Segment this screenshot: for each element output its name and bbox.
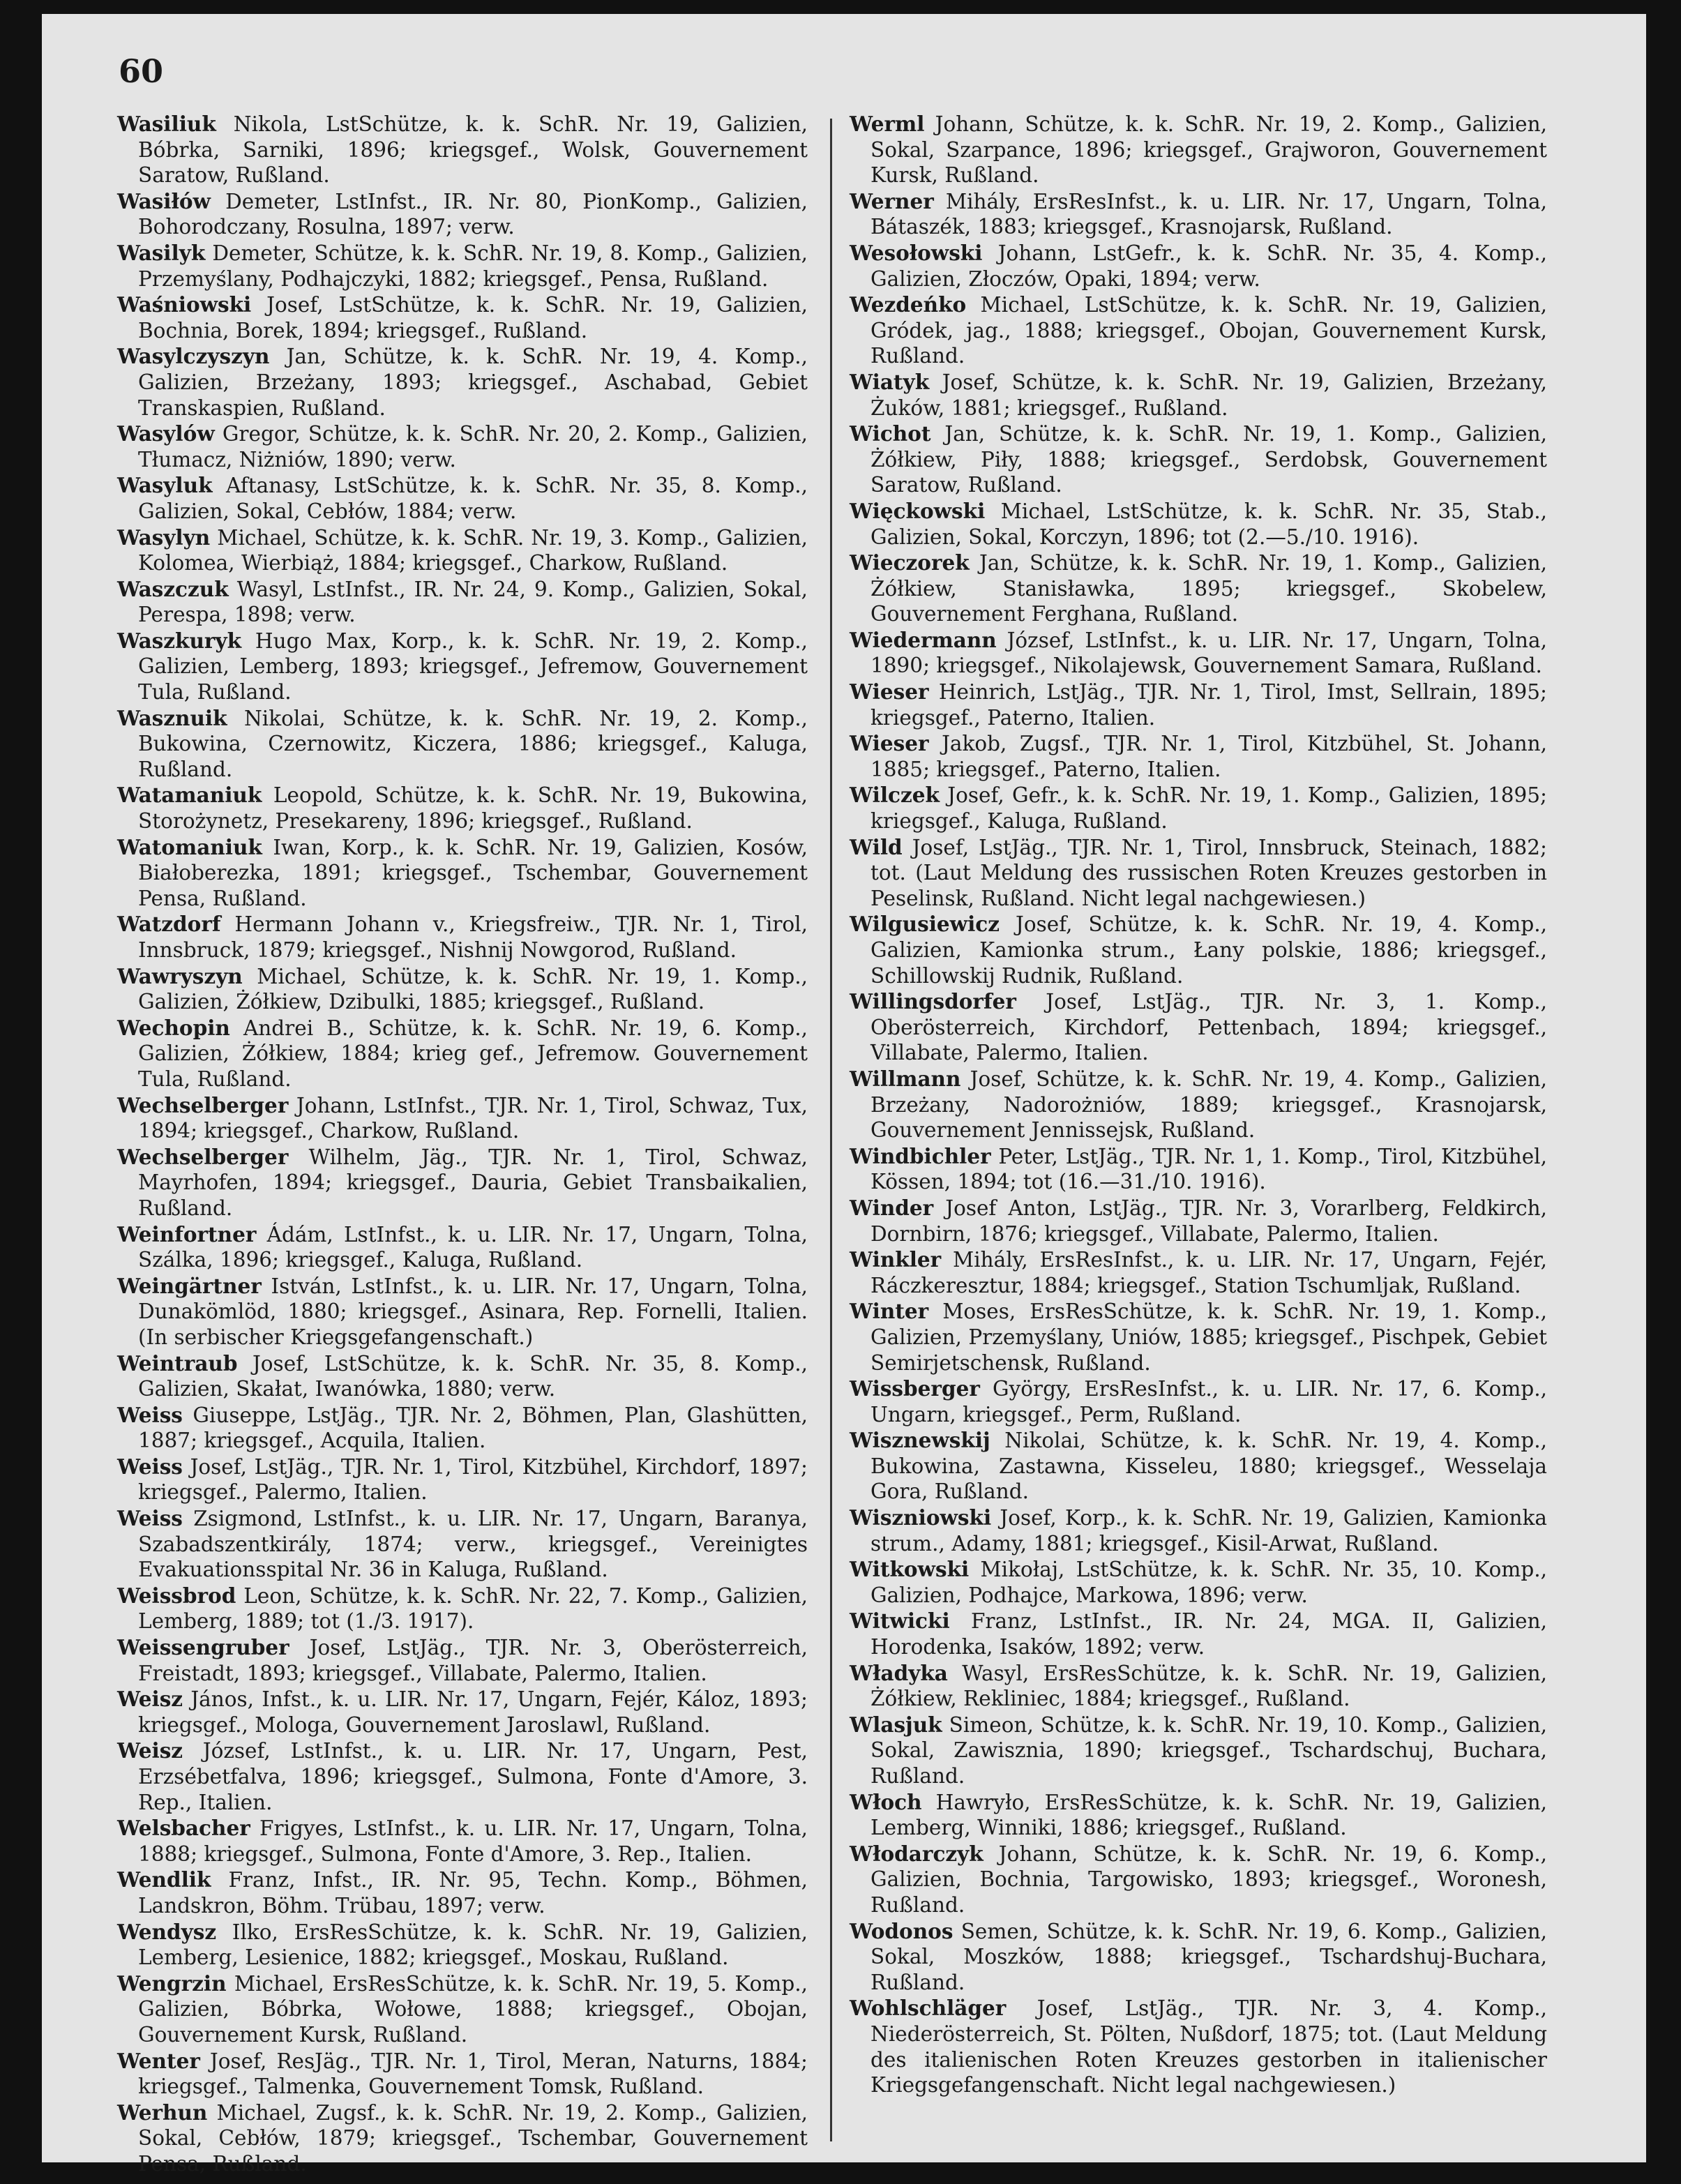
entry-text: Demeter, LstInfst., IR. Nr. 80, PionKomp., Galizien, Bohorodczany, Rosulna, 1897; verw.: [138, 189, 808, 239]
entry-name: Wodonos: [850, 1918, 953, 1943]
entry-text: Aftanasy, LstSchütze, k. k. SchR. Nr. 35, 8. Komp., Galizien, Sokal, Cebłów, 1884; verw.: [138, 474, 808, 523]
entry-text: Demeter, Schütze, k. k. SchR. Nr. 19, 8. Komp., Galizien, Przemyślany, Podhajczyki, 1882; kriegsgef., Pensa, Rußland.: [138, 241, 808, 291]
entry-text: Leopold, Schütze, k. k. SchR. Nr. 19, Bukowina, Storożynetz, Presekareny, 1896; kriegsgef., Rußland.: [138, 783, 808, 834]
entry-text: Josef Anton, LstJäg., TJR. Nr. 3, Vorarlberg, Feldkirch, Dornbirn, 1876; kriegsgef., Villabate, Palermo, Italien.: [870, 1196, 1547, 1246]
entry-name: Watzdorf: [117, 912, 221, 937]
entry-text: Mihály, ErsResInfst., k. u. LIR. Nr. 17, Ungarn, Fejér, Ráczkeresztur, 1884; kriegsgef., Station Tschumljak, Rußland.: [870, 1248, 1547, 1297]
right-column: [850, 112, 1547, 2099]
list-item: [117, 1403, 808, 1454]
entry-name: Weinfortner: [117, 1221, 257, 1247]
list-item: [850, 783, 1547, 834]
list-item: [117, 1016, 808, 1092]
entry-name: Waszczuk: [117, 576, 229, 601]
entry-name: Wissberger: [850, 1376, 980, 1401]
list-item: [850, 1996, 1547, 2098]
entry-text: Josef, Schütze, k. k. SchR. Nr. 19, 4. Komp., Galizien, Kamionka strum., Łany polskie, 1886; kriegsgef., Schillowskij Rudnik, Rußland.: [870, 912, 1547, 988]
list-item: [850, 1661, 1547, 1712]
list-item: [117, 1971, 808, 2048]
entry-text: Zsigmond, LstInfst., k. u. LIR. Nr. 17, Ungarn, Baranya, Szabadszentkirály, 1874; verw., kriegsgef., Vereinigtes Evakuationsspital Nr. 36 in Kaluga, Rußland.: [138, 1507, 808, 1582]
list-item: [850, 370, 1547, 421]
list-item: [117, 1583, 808, 1634]
list-item: [117, 189, 808, 240]
entry-name: Wesołowski: [850, 240, 983, 265]
list-item: [117, 344, 808, 421]
entry-name: Wezdeńko: [850, 292, 967, 317]
entry-text: Josef, LstJäg., TJR. Nr. 3, 1. Komp., Oberösterreich, Kirchdorf, Pettenbach, 1894; kriegsgef., Villabate, Palermo, Italien.: [870, 990, 1547, 1065]
list-item: [117, 112, 808, 188]
entry-text: Nikolai, Schütze, k. k. SchR. Nr. 19, 4. Komp., Bukowina, Zastawna, Kisseleu, 1880; kriegsgef., Wesselaja Gora, Rußland.: [870, 1429, 1547, 1504]
entry-text: Jakob, Zugsf., TJR. Nr. 1, Tirol, Kitzbühel, St. Johann, 1885; kriegsgef., Paterno, Italien.: [870, 732, 1547, 781]
entry-name: Wasylyn: [117, 525, 211, 550]
entry-text: Michael, Schütze, k. k. SchR. Nr. 19, 3. Komp., Galizien, Kolomea, Wierbiąż, 1884; kriegsgef., Charkow, Rußland.: [138, 525, 808, 575]
entry-name: Witwicki: [850, 1609, 950, 1634]
entry-text: Franz, Infst., IR. Nr. 95, Techn. Komp., Böhmen, Landskron, Böhm. Trübau, 1897; verw.: [138, 1868, 808, 1918]
entry-text: Johann, LstGefr., k. k. SchR. Nr. 35, 4. Komp., Galizien, Złoczów, Opaki, 1894; verw.: [870, 241, 1547, 291]
list-item: [117, 292, 808, 343]
list-item: [850, 1067, 1547, 1143]
list-item: [850, 1196, 1547, 1247]
entry-name: Wendysz: [117, 1919, 217, 1944]
entry-name: Wilgusiewicz: [850, 912, 1000, 937]
list-item: [850, 1505, 1547, 1556]
list-item: [117, 783, 808, 834]
list-item: [850, 835, 1547, 912]
entry-name: Włoch: [850, 1789, 922, 1814]
entry-text: Heinrich, LstJäg., TJR. Nr. 1, Tirol, Imst, Sellrain, 1895; kriegsgef., Paterno, Italien.: [870, 680, 1547, 730]
entry-text: Josef, Gefr., k. k. SchR. Nr. 19, 1. Komp., Galizien, 1895; kriegsgef., Kaluga, Rußland.: [870, 783, 1547, 834]
entry-name: Wawryszyn: [117, 963, 243, 988]
entry-text: Wilhelm, Jäg., TJR. Nr. 1, Tirol, Schwaz, Mayrhofen, 1894; kriegsgef., Dauria, Gebiet Transbaikalien, Rußland.: [138, 1145, 808, 1220]
entry-text: Gregor, Schütze, k. k. SchR. Nr. 20, 2. Komp., Galizien, Tłumacz, Niżniów, 1890; verw.: [138, 422, 808, 472]
entry-name: Weisz: [117, 1687, 183, 1712]
list-item: [117, 241, 808, 292]
entry-text: Ádám, LstInfst., k. u. LIR. Nr. 17, Ungarn, Tolna, Szálka, 1896; kriegsgef., Kaluga, Rußland.: [138, 1222, 808, 1272]
entry-name: Wechopin: [117, 1015, 230, 1040]
list-item: [117, 2049, 808, 2100]
list-item: [117, 1093, 808, 1144]
entry-name: Wild: [850, 834, 903, 859]
entry-name: Wasylów: [117, 421, 215, 446]
entry-name: Wendlik: [117, 1867, 211, 1892]
list-item: [117, 1454, 808, 1505]
entry-name: Wasyluk: [117, 473, 213, 498]
entry-name: Wasylczyszyn: [117, 344, 270, 369]
entry-name: Weisz: [117, 1738, 183, 1763]
list-item: [850, 628, 1547, 679]
entry-name: Wechselberger: [117, 1144, 289, 1169]
list-item: [850, 1919, 1547, 1996]
entry-name: Waśniowski: [117, 292, 252, 317]
entry-name: Werhun: [117, 2100, 208, 2125]
entry-name: Włodarczyk: [850, 1841, 983, 1866]
list-item: [117, 1145, 808, 1221]
list-item: [850, 1299, 1547, 1376]
entry-name: Werner: [850, 188, 934, 213]
list-item: [850, 189, 1547, 240]
entry-name: Weissengruber: [117, 1635, 289, 1660]
entry-name: Witkowski: [850, 1557, 970, 1582]
list-item: [117, 1274, 808, 1350]
entry-name: Willmann: [850, 1066, 961, 1091]
list-item: [117, 1738, 808, 1815]
entry-name: Weintraub: [117, 1350, 238, 1376]
entry-text: Peter, LstJäg., TJR. Nr. 1, 1. Komp., Tirol, Kitzbühel, Kössen, 1894; tot (16.—31./10. 1916).: [870, 1144, 1547, 1194]
list-item: [850, 1144, 1547, 1195]
list-item: [117, 577, 808, 628]
entry-text: Michael, LstSchütze, k. k. SchR. Nr. 35, Stab., Galizien, Sokal, Korczyn, 1896; tot (2.—5./10. 1916).: [870, 499, 1547, 549]
list-item: [850, 1428, 1547, 1505]
page-number: 60: [119, 52, 164, 90]
entry-name: Wlasjuk: [850, 1712, 942, 1737]
entry-text: József, LstInfst., k. u. LIR. Nr. 17, Ungarn, Tolna, 1890; kriegsgef., Nikolajewsk, Gouvernement Samara, Rußland.: [870, 628, 1547, 678]
list-item: [117, 912, 808, 963]
entry-name: Weiss: [117, 1454, 183, 1479]
list-item: [117, 1867, 808, 1918]
entry-text: Ilko, ErsResSchütze, k. k. SchR. Nr. 19, Galizien, Lemberg, Lesienice, 1882; kriegsgef., Moskau, Rußland.: [138, 1920, 808, 1970]
entry-text: Johann, Schütze, k. k. SchR. Nr. 19, 2. Komp., Galizien, Sokal, Szarpance, 1896; kriegsgef., Grajworon, Gouvernement Kursk, Rußland.: [870, 112, 1547, 188]
entry-name: Winder: [850, 1195, 934, 1220]
entry-name: Wieser: [850, 679, 929, 705]
entry-text: Leon, Schütze, k. k. SchR. Nr. 22, 7. Komp., Galizien, Lemberg, 1889; tot (1./3. 1917).: [138, 1583, 808, 1634]
entry-name: Wasznuik: [117, 705, 227, 730]
list-item: [117, 835, 808, 912]
entry-text: Mihály, ErsResInfst., k. u. LIR. Nr. 17, Ungarn, Tolna, Bátaszék, 1883; kriegsgef., Krasnojarsk, Rußland.: [870, 189, 1547, 239]
entry-name: Wenter: [117, 2048, 200, 2073]
list-item: [850, 912, 1547, 988]
entry-name: Welsbacher: [117, 1816, 250, 1841]
list-item: [117, 1635, 808, 1686]
entry-text: Nikola, LstSchütze, k. k. SchR. Nr. 19, Galizien, Bóbrka, Sarniki, 1896; kriegsgef., Wolsk, Gouvernement Saratow, Rußland.: [138, 112, 808, 188]
entry-text: József, LstInfst., k. u. LIR. Nr. 17, Ungarn, Pest, Erzsébetfalva, 1896; kriegsgef., Sulmona, Fonte d'Amore, 3. Rep., Italien.: [138, 1739, 808, 1814]
list-item: [117, 1351, 808, 1402]
entry-name: Wiszniowski: [850, 1505, 992, 1530]
column-divider: [830, 119, 832, 2141]
list-item: [850, 1609, 1547, 1659]
entry-name: Wisznewskij: [850, 1428, 990, 1453]
entry-text: Josef, LstJäg., TJR. Nr. 1, Tirol, Kitzbühel, Kirchdorf, 1897; kriegsgef., Palermo, Italien.: [138, 1454, 808, 1505]
entry-name: Wechselberger: [117, 1092, 289, 1117]
entry-text: Jan, Schütze, k. k. SchR. Nr. 19, 4. Komp., Galizien, Brzeżany, 1893; kriegsgef., Aschabad, Gebiet Transkaspien, Rußland.: [138, 345, 808, 420]
list-item: [117, 2100, 808, 2177]
entry-name: Winter: [850, 1299, 929, 1324]
list-item: [117, 1687, 808, 1738]
entry-text: Michael, Schütze, k. k. SchR. Nr. 19, 1. Komp., Galizien, Żółkiew, Dzibulki, 1885; kriegsgef., Rußland.: [138, 964, 808, 1014]
list-item: [850, 1712, 1547, 1789]
entry-text: Michael, LstSchütze, k. k. SchR. Nr. 19, Galizien, Gródek, jag., 1888; kriegsgef., Obojan, Gouvernement Kursk, Rußland.: [870, 293, 1547, 368]
entry-text: Giuseppe, LstJäg., TJR. Nr. 2, Böhmen, Plan, Glashütten, 1887; kriegsgef., Acquila, Italien.: [138, 1403, 808, 1453]
entry-name: Więckowski: [850, 498, 986, 523]
entry-name: Weissbrod: [117, 1583, 236, 1608]
entry-text: Hermann Johann v., Kriegsfreiw., TJR. Nr. 1, Tirol, Innsbruck, 1879; kriegsgef., Nishnij Nowgorod, Rußland.: [138, 912, 808, 962]
entry-name: Werml: [850, 112, 925, 136]
list-item: [850, 112, 1547, 188]
entry-text: Michael, Zugsf., k. k. SchR. Nr. 19, 2. Komp., Galizien, Sokal, Cebłów, 1879; kriegsgef., Tschembar, Gouvernement Pensa, Rußland.: [138, 2100, 808, 2176]
entry-text: Andrei B., Schütze, k. k. SchR. Nr. 19, 6. Komp., Galizien, Żółkiew, 1884; krieg gef., Jefremow. Gouvernement Tula, Rußland.: [138, 1016, 808, 1091]
entry-name: Willingsdorfer: [850, 989, 1016, 1014]
entry-name: Weiss: [117, 1506, 183, 1531]
left-column: [117, 112, 808, 2178]
list-item: [850, 731, 1547, 782]
entry-text: Johann, Schütze, k. k. SchR. Nr. 19, 6. Komp., Galizien, Bochnia, Targowisko, 1893; kriegsgef., Woronesh, Rußland.: [870, 1842, 1547, 1917]
entry-name: Waszkuryk: [117, 628, 242, 653]
entry-name: Wasiłów: [117, 188, 211, 213]
entry-name: Władyka: [850, 1660, 948, 1685]
entry-text: Nikolai, Schütze, k. k. SchR. Nr. 19, 2. Komp., Bukowina, Czernowitz, Kiczera, 1886; kriegsgef., Kaluga, Rußland.: [138, 706, 808, 781]
list-item: [850, 421, 1547, 498]
entry-text: Josef, ResJäg., TJR. Nr. 1, Tirol, Meran, Naturns, 1884; kriegsgef., Talmenka, Gouvernement Tomsk, Rußland.: [138, 2049, 808, 2099]
list-item: [117, 525, 808, 576]
list-item: [850, 1842, 1547, 1918]
entry-text: Jan, Schütze, k. k. SchR. Nr. 19, 1. Komp., Galizien, Żółkiew, Piły, 1888; kriegsgef., Serdobsk, Gouvernement Saratow, Rußland.: [870, 422, 1547, 497]
list-item: [117, 421, 808, 472]
entry-name: Wasiliuk: [117, 112, 216, 136]
entry-name: Weiss: [117, 1402, 183, 1427]
entry-text: Franz, LstInfst., IR. Nr. 24, MGA. II, Galizien, Horodenka, Isaków, 1892; verw.: [870, 1609, 1547, 1659]
list-item: [850, 550, 1547, 627]
entry-name: Wasilyk: [117, 240, 206, 265]
list-item: [850, 1376, 1547, 1427]
entry-name: Watomaniuk: [117, 834, 262, 859]
entry-name: Wieser: [850, 731, 929, 756]
entry-name: Winkler: [850, 1247, 942, 1272]
entry-text: Semen, Schütze, k. k. SchR. Nr. 19, 6. Komp., Galizien, Sokal, Moszków, 1888; kriegsgef., Tschardshuj-Buchara, Rußland.: [870, 1919, 1547, 1994]
entry-text: Josef, LstJäg., TJR. Nr. 3, 4. Komp., Niederösterreich, St. Pölten, Nußdorf, 1875; tot. (Laut Meldung des italienischen Roten Kreuzes gestorben in italienischer Kriegsgefangenschaft. Nicht legal nachgewiesen.): [870, 1996, 1547, 2098]
entry-text: Josef, LstSchütze, k. k. SchR. Nr. 19, Galizien, Bochnia, Borek, 1894; kriegsgef., Rußland.: [138, 293, 808, 342]
entry-text: Josef, Korp., k. k. SchR. Nr. 19, Galizien, Kamionka strum., Adamy, 1881; kriegsgef., Kisil-Arwat, Rußland.: [870, 1506, 1547, 1556]
entry-text: Mikołaj, LstSchütze, k. k. SchR. Nr. 35, 10. Komp., Galizien, Podhajce, Markowa, 1896; verw.: [870, 1558, 1547, 1607]
entry-text: Hawryło, ErsResSchütze, k. k. SchR. Nr. 19, Galizien, Lemberg, Winniki, 1886; kriegsgef., Rußland.: [870, 1790, 1547, 1840]
entry-text: János, Infst., k. u. LIR. Nr. 17, Ungarn, Fejér, Káloz, 1893; kriegsgef., Mologa, Gouvernement Jaroslawl, Rußland.: [138, 1687, 808, 1737]
list-item: [850, 292, 1547, 369]
list-item: [117, 628, 808, 705]
entry-text: Jan, Schütze, k. k. SchR. Nr. 19, 1. Komp., Galizien, Żółkiew, Stanisławka, 1895; kriegsgef., Skobelew, Gouvernement Ferghana, Rußland.: [870, 551, 1547, 626]
entry-text: Josef, LstSchütze, k. k. SchR. Nr. 35, 8. Komp., Galizien, Skałat, Iwanówka, 1880; verw.: [138, 1351, 808, 1401]
list-item: [117, 964, 808, 1015]
entry-name: Weingärtner: [117, 1273, 262, 1298]
entry-name: Wiatyk: [850, 369, 930, 394]
list-item: [117, 1222, 808, 1273]
entry-text: Johann, LstInfst., TJR. Nr. 1, Tirol, Schwaz, Tux, 1894; kriegsgef., Charkow, Rußland.: [138, 1093, 808, 1143]
list-item: [850, 499, 1547, 550]
entry-name: Windbichler: [850, 1143, 991, 1168]
entry-text: Simeon, Schütze, k. k. SchR. Nr. 19, 10. Komp., Galizien, Sokal, Zawisznia, 1890; kriegsgef., Tschardschuj, Buchara, Rußland.: [870, 1712, 1547, 1788]
list-item: [117, 1920, 808, 1971]
entry-name: Wengrzin: [117, 1971, 227, 1996]
entry-text: Josef, Schütze, k. k. SchR. Nr. 19, 4. Komp., Galizien, Brzeżany, Nadorożniów, 1889; kriegsgef., Krasnojarsk, Gouvernement Jennissejsk, Rußland.: [870, 1067, 1547, 1143]
entry-text: György, ErsResInfst., k. u. LIR. Nr. 17, 6. Komp., Ungarn, kriegsgef., Perm, Rußland.: [870, 1377, 1547, 1426]
list-item: [117, 1816, 808, 1867]
entry-name: Watamaniuk: [117, 783, 262, 808]
entry-name: Wichot: [850, 421, 931, 446]
list-item: [850, 679, 1547, 730]
list-item: [117, 706, 808, 783]
entry-text: Michael, ErsResSchütze, k. k. SchR. Nr. 19, 5. Komp., Galizien, Bóbrka, Wołowe, 1888; kriegsgef., Obojan, Gouvernement Kursk, Rußland.: [138, 1971, 808, 2047]
entry-name: Wohlschläger: [850, 1996, 1007, 2021]
entry-name: Wiedermann: [850, 627, 997, 652]
list-item: [850, 241, 1547, 292]
document-page: [42, 14, 1646, 2176]
entry-text: Josef, Schütze, k. k. SchR. Nr. 19, Galizien, Brzeżany, Żuków, 1881; kriegsgef., Rußland.: [870, 370, 1547, 420]
list-item: [117, 1506, 808, 1583]
list-item: [850, 1790, 1547, 1841]
entry-text: Josef, LstJäg., TJR. Nr. 1, Tirol, Innsbruck, Steinach, 1882; tot. (Laut Meldung des russischen Roten Kreuzes gestorben in Peselinsk, Rußland. Nicht legal nachgewiesen.): [870, 835, 1547, 910]
list-item: [117, 473, 808, 524]
entry-text: Wasyl, LstInfst., IR. Nr. 24, 9. Komp., Galizien, Sokal, Perespa, 1898; verw.: [138, 577, 808, 627]
entry-text: István, LstInfst., k. u. LIR. Nr. 17, Ungarn, Tolna, Dunakömlöd, 1880; kriegsgef., Asinara, Rep. Fornelli, Italien. (In serbischer Kriegsgefangenschaft.): [138, 1274, 808, 1349]
entry-text: Iwan, Korp., k. k. SchR. Nr. 19, Galizien, Kosów, Białoberezka, 1891; kriegsgef., Tschembar, Gouvernement Pensa, Rußland.: [138, 835, 808, 910]
entry-text: Josef, LstJäg., TJR. Nr. 3, Oberösterreich, Freistadt, 1893; kriegsgef., Villabate, Palermo, Italien.: [138, 1636, 808, 1685]
entry-name: Wieczorek: [850, 550, 970, 575]
entry-name: Wilczek: [850, 783, 940, 808]
entry-text: Hugo Max, Korp., k. k. SchR. Nr. 19, 2. Komp., Galizien, Lemberg, 1893; kriegsgef., Jefremow, Gouvernement Tula, Rußland.: [138, 628, 808, 705]
list-item: [850, 989, 1547, 1066]
list-item: [850, 1247, 1547, 1298]
list-item: [850, 1557, 1547, 1608]
entry-text: Wasyl, ErsResSchütze, k. k. SchR. Nr. 19, Galizien, Żółkiew, Rekliniec, 1884; kriegsgef., Rußland.: [870, 1661, 1547, 1711]
entry-text: Moses, ErsResSchütze, k. k. SchR. Nr. 19, 1. Komp., Galizien, Przemyślany, Uniów, 1885; kriegsgef., Pischpek, Gebiet Semirjetschensk, Rußland.: [870, 1300, 1547, 1375]
entry-text: Frigyes, LstInfst., k. u. LIR. Nr. 17, Ungarn, Tolna, 1888; kriegsgef., Sulmona, Fonte d'Amore, 3. Rep., Italien.: [138, 1816, 808, 1866]
